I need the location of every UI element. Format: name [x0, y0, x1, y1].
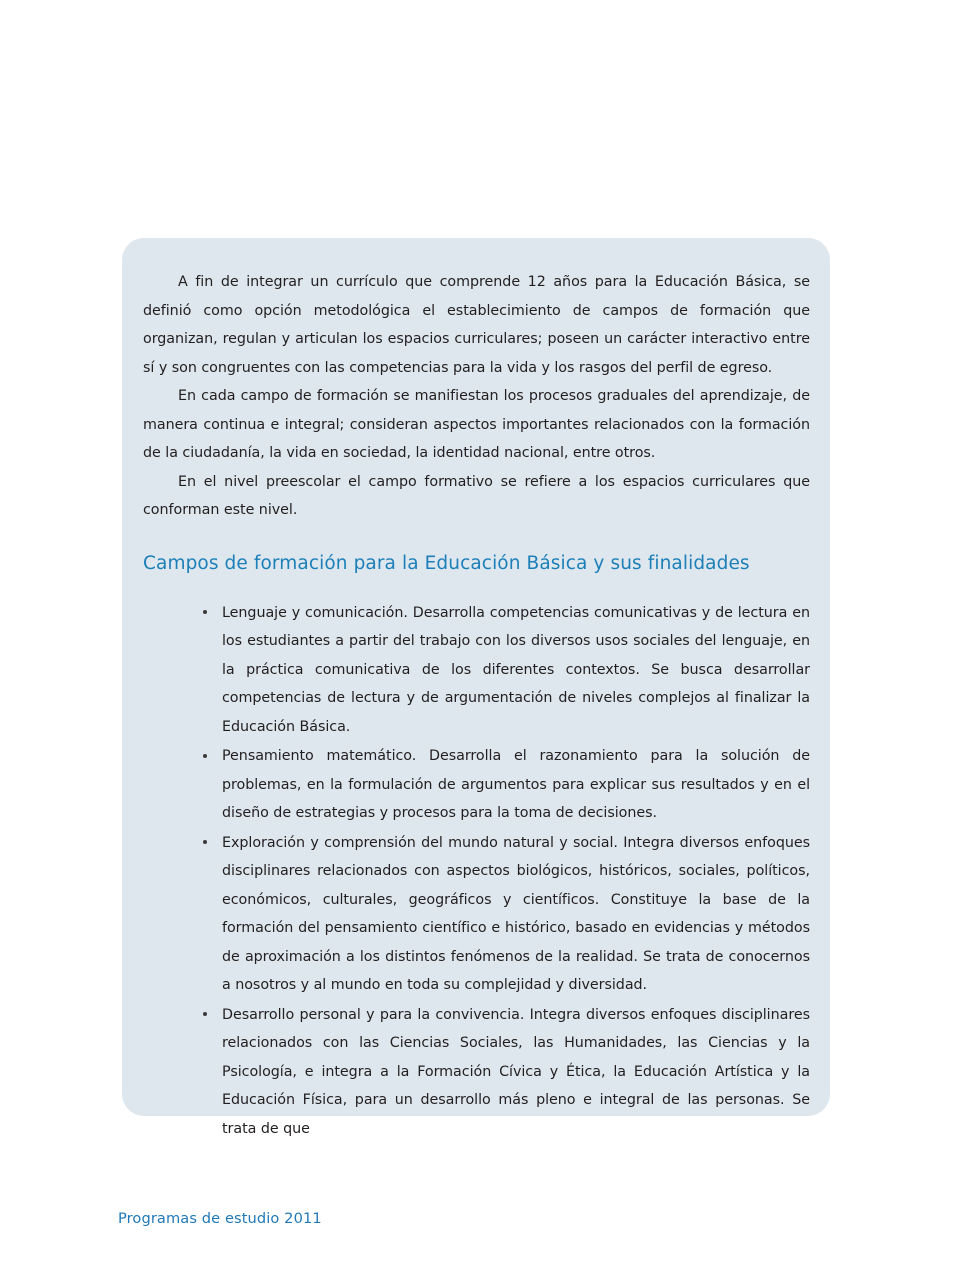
section-heading: Campos de formación para la Educación Básica y sus finalidades: [143, 552, 750, 574]
list-item: [143, 599, 810, 742]
list-item-text: Pensamiento matemático. Desarrolla el razonamiento para la solución de problemas, en la formulación de argumentos para explicar sus resultados y en el diseño de estrategias y procesos para la toma de decisiones.: [222, 748, 810, 821]
bullet-dot-icon: [203, 840, 207, 844]
list-item-text: Lenguaje y comunicación. Desarrolla competencias comunicativas y de lectura en los estudiantes a partir del trabajo con los diversos usos sociales del lenguaje, en la práctica comunicativa de los diferentes contextos. Se busca desarrollar competencias de lectura y de argumentación de niveles complejos al finalizar la Educación Básica.: [222, 604, 810, 735]
list-item-text: Exploración y comprensión del mundo natural y social. Integra diversos enfoques disciplinares relacionados con aspectos biológicos, históricos, sociales, políticos, económicos, culturales, geográficos y científicos. Constituye la base de la formación del pensamiento científico e histórico, basado en evidencias y métodos de aproximación a los distintos fenómenos de la realidad. Se trata de conocernos a nosotros y al mundo en toda su complejidad y diversidad.: [222, 834, 810, 993]
campos-formacion-list: [143, 599, 810, 1144]
bullet-dot-icon: [203, 1012, 207, 1016]
bullet-dot-icon: [203, 610, 207, 614]
list-item: [143, 829, 810, 1000]
list-item-text: Desarrollo personal y para la convivencia. Integra diversos enfoques disciplinares relacionados con las Ciencias Sociales, las Humanidades, las Ciencias y la Psicología, e integra a la Formación Cívica y Ética, la Educación Artística y la Educación Física, para un desarrollo más pleno e integral de las personas. Se trata de que: [222, 1006, 810, 1137]
page-footer: Programas de estudio 2011: [118, 1210, 322, 1227]
content-card: [122, 238, 830, 1137]
paragraph-campos-formacion: En cada campo de formación se manifiestan los procesos graduales del aprendizaje, de manera continua e integral; consideran aspectos importantes relacionados con la formación de la ciudadanía, la vida en sociedad, la identidad nacional, entre otros.: [143, 388, 810, 461]
paragraph-intro: A fin de integrar un currículo que comprende 12 años para la Educación Básica, se definió como opción metodológica el establecimiento de campos de formación que organizan, regulan y articulan los espacios curriculares; poseen un carácter interactivo entre sí y son congruentes con las competencias para la vida y los rasgos del perfil de egreso.: [143, 274, 810, 376]
list-item: [143, 1001, 810, 1144]
bullet-dot-icon: [203, 754, 207, 758]
list-item: [143, 742, 810, 828]
paragraph-preescolar: En el nivel preescolar el campo formativo se refiere a los espacios curriculares que conforman este nivel.: [143, 473, 810, 518]
